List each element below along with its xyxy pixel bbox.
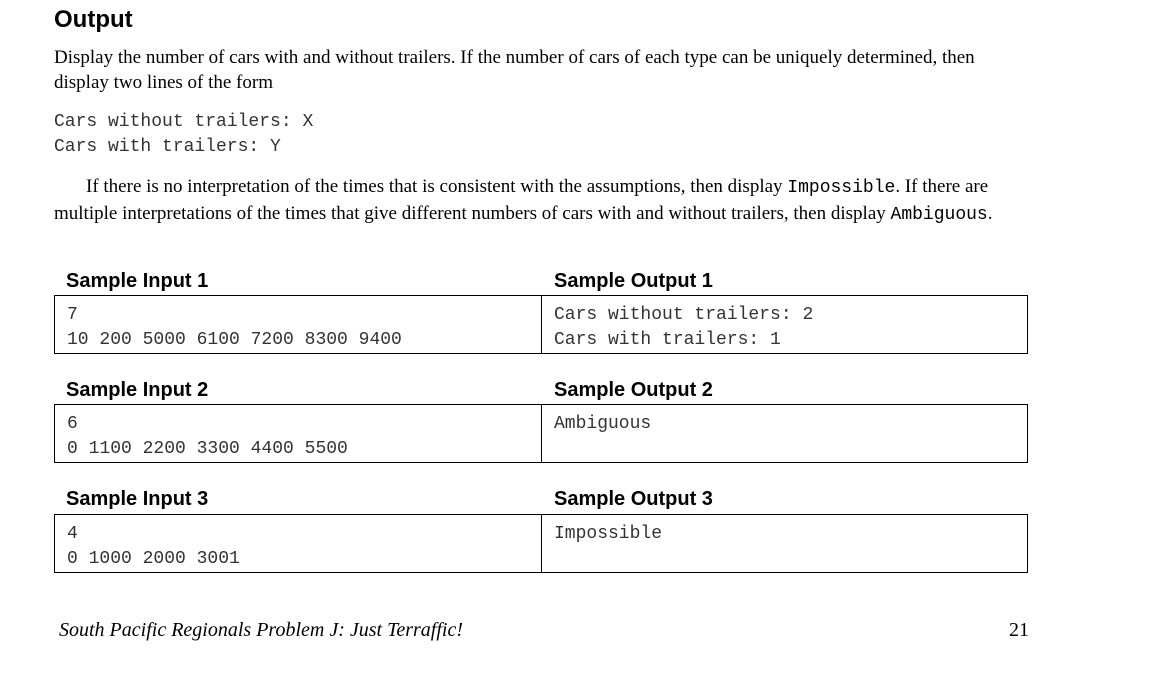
format-line: Cars with trailers: Y <box>54 137 281 157</box>
sample-output-line: Cars with trailers: 1 <box>554 330 781 350</box>
sample-input-title: Sample Input 1 <box>66 270 209 292</box>
footer-problem-title: South Pacific Regionals Problem J: Just Terraffic! <box>59 619 464 641</box>
sample-output-title: Sample Output 3 <box>554 488 713 510</box>
sample-output-box <box>541 514 1028 573</box>
format-line: Cars without trailers: X <box>54 112 314 132</box>
sample-input-line: 0 1100 2200 3300 4400 5500 <box>67 439 348 459</box>
sample-output-line: Cars without trailers: 2 <box>554 305 814 325</box>
sample-input-line: 10 200 5000 6100 7200 8300 9400 <box>67 330 402 350</box>
sample-input-box <box>54 514 542 573</box>
sample-output-line: Ambiguous <box>554 414 652 434</box>
format-block <box>54 110 313 160</box>
sample-input-title: Sample Input 3 <box>66 488 209 510</box>
ambiguous-code: Ambiguous <box>890 205 988 225</box>
sample-input-line: 0 1000 2000 3001 <box>67 549 240 569</box>
second-paragraph-text: . <box>987 203 993 224</box>
section-title: Output <box>54 6 133 33</box>
sample-output-title: Sample Output 2 <box>554 379 713 401</box>
sample-input-line: 4 <box>67 524 78 544</box>
sample-output-title: Sample Output 1 <box>554 270 713 292</box>
sample-output-box <box>541 404 1028 463</box>
second-paragraph-text: . If there are multiple interpretations of the times that give different numbers of cars with and without trailers, then display <box>54 176 989 224</box>
sample-input-box <box>54 295 542 354</box>
sample-output-line: Impossible <box>554 524 663 544</box>
second-paragraph <box>54 174 1034 228</box>
second-paragraph-text: If there is no interpretation of the times that is consistent with the assumptions, then display <box>86 176 788 197</box>
intro-paragraph: Display the number of cars with and without trailers. If the number of cars of each type can be uniquely determined, then display two lines of the form <box>54 47 975 93</box>
page-number: 21 <box>1009 619 1029 641</box>
sample-input-line: 7 <box>67 305 78 325</box>
impossible-code: Impossible <box>787 178 896 198</box>
sample-input-title: Sample Input 2 <box>66 379 209 401</box>
sample-input-box <box>54 404 542 463</box>
sample-output-box <box>541 295 1028 354</box>
sample-input-line: 6 <box>67 414 78 434</box>
